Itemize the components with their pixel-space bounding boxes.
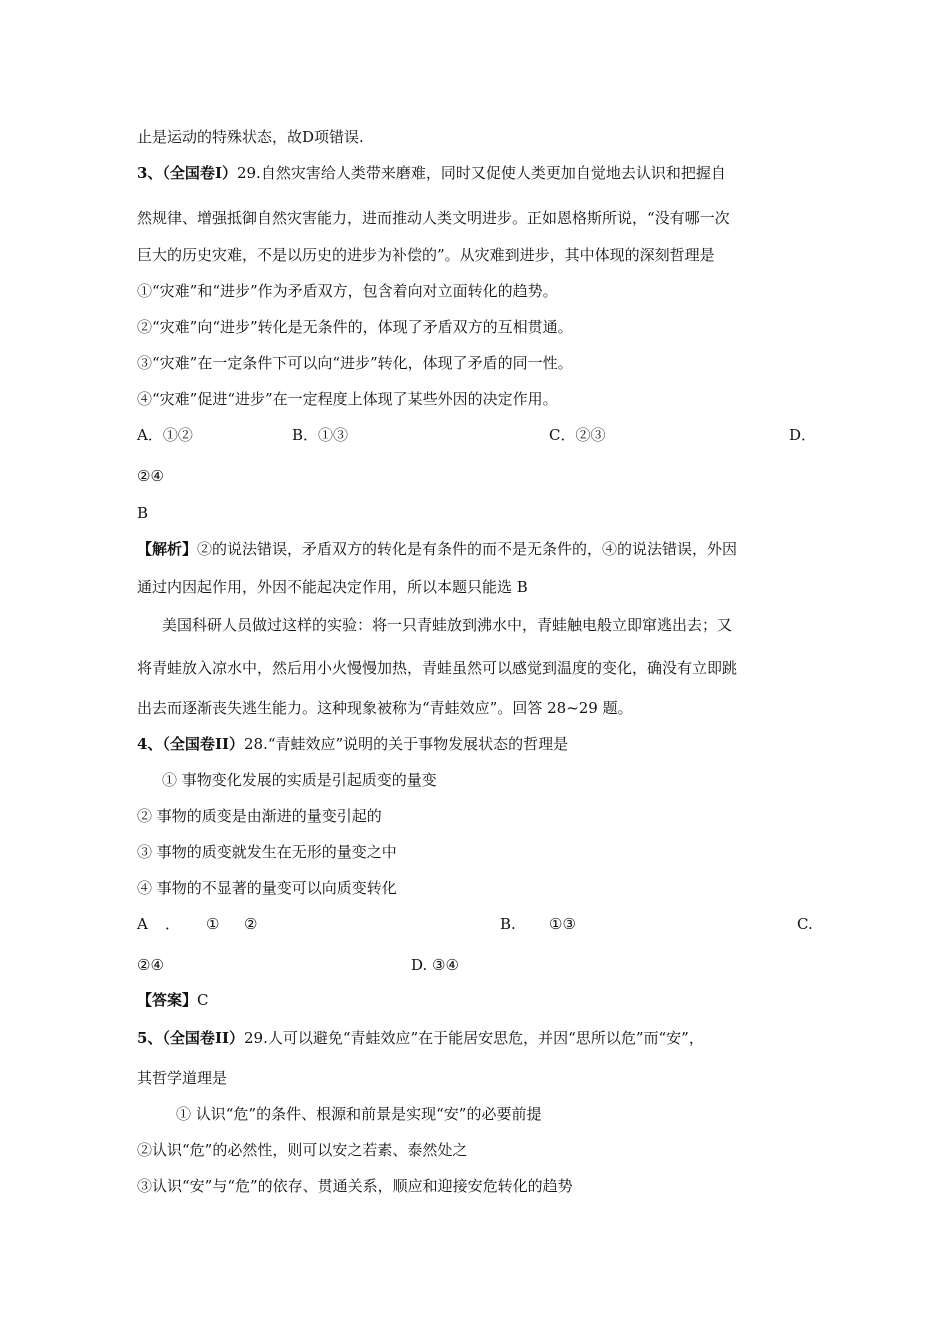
answer-value: C <box>197 991 209 1009</box>
option-line: ③ 事物的质变就发生在无形的量变之中 <box>137 843 397 861</box>
choice-a-item: ① <box>206 915 220 933</box>
choice-c: C．②③ <box>549 426 606 444</box>
choice-d: D. ③④ <box>411 956 459 974</box>
option-line: ① 事物变化发展的实质是引起质变的量变 <box>162 771 437 789</box>
choice-c-value: ②④ <box>137 956 164 974</box>
text-line: 其哲学道理是 <box>137 1069 228 1087</box>
option-line: ② 事物的质变是由渐进的量变引起的 <box>137 807 382 825</box>
answer-text: B <box>137 504 149 522</box>
choice-a-dot: ． <box>165 915 181 933</box>
choice-b: B．①③ <box>292 426 349 444</box>
explanation-tag: 【解析】 <box>137 540 198 558</box>
passage-line: 出去而逐渐丧失逃生能力。这种现象被称为“青蛙效应”。回答 28~29 题。 <box>137 699 633 717</box>
choice-d: D． <box>789 426 817 444</box>
answer-tag: 【答案】 <box>137 991 198 1009</box>
question-4-stem <box>137 734 568 754</box>
choice-a-letter: A <box>137 915 148 933</box>
text-span: ②的说法错误，矛盾双方的转化是有条件的而不是无条件的，④的说法错误，外因 <box>197 540 738 558</box>
option-line: ③“灾难”在一定条件下可以向“进步”转化，体现了矛盾的同一性。 <box>137 354 573 372</box>
question-number: 5、（全国卷II） <box>137 1029 244 1047</box>
question-5-stem <box>137 1028 704 1048</box>
option-line: ②认识“危”的必然性，则可以安之若素、泰然处之 <box>137 1141 468 1159</box>
option-line: ③认识“安”与“危”的依存、贯通关系，顺应和迎接安危转化的趋势 <box>137 1177 573 1195</box>
text-span: 29.人可以避免“青蛙效应”在于能居安思危，并因“思所以危”而“安”， <box>243 1029 704 1047</box>
question-number: 4、（全国卷II） <box>137 735 244 753</box>
choice-c: C. <box>797 915 813 933</box>
passage-line: 将青蛙放入凉水中，然后用小火慢慢加热，青蛙虽然可以感觉到温度的变化，确没有立即跳 <box>137 659 738 677</box>
choice-a-item: ② <box>244 915 258 933</box>
option-line: ① 认识“危”的条件、根源和前景是实现“安”的必要前提 <box>176 1105 542 1123</box>
text-span: 29.自然灾害给人类带来磨难，同时又促使人类更加自觉地去认识和把握自 <box>236 164 726 182</box>
option-line: ④“灾难”促进“进步”在一定程度上体现了某些外因的决定作用。 <box>137 390 558 408</box>
choice-a: A．①② <box>137 426 193 444</box>
text-line: 然规律、增强抵御自然灾害能力，进而推动人类文明进步。正如恩格斯所说，“没有哪一次 <box>137 209 730 227</box>
question-3-stem <box>137 163 726 183</box>
choice-b: B. <box>500 915 516 933</box>
text-span: 28.“青蛙效应”说明的关于事物发展状态的哲理是 <box>243 735 569 753</box>
answer-line <box>137 990 209 1010</box>
explanation <box>137 539 737 559</box>
passage-line: 美国科研人员做过这样的实验：将一只青蛙放到沸水中，青蛙触电般立即窜逃出去；又 <box>162 616 733 634</box>
choice-d-value: ②④ <box>137 467 164 485</box>
text-line: 通过内因起作用，外因不能起决定作用，所以本题只能选 B <box>137 578 528 596</box>
question-number: 3、（全国卷Ⅰ） <box>137 164 237 182</box>
option-line: ①“灾难”和“进步”作为矛盾双方，包含着向对立面转化的趋势。 <box>137 282 558 300</box>
choice-b-value: ①③ <box>549 915 576 933</box>
text-line: 巨大的历史灾难，不是以历史的进步为补偿的”。从灾难到进步，其中体现的深刻哲理是 <box>137 246 715 264</box>
option-line: ④ 事物的不显著的量变可以向质变转化 <box>137 879 397 897</box>
text-line: 止是运动的特殊状态，故D项错误. <box>137 128 364 146</box>
option-line: ②“灾难”向“进步”转化是无条件的，体现了矛盾双方的互相贯通。 <box>137 318 573 336</box>
